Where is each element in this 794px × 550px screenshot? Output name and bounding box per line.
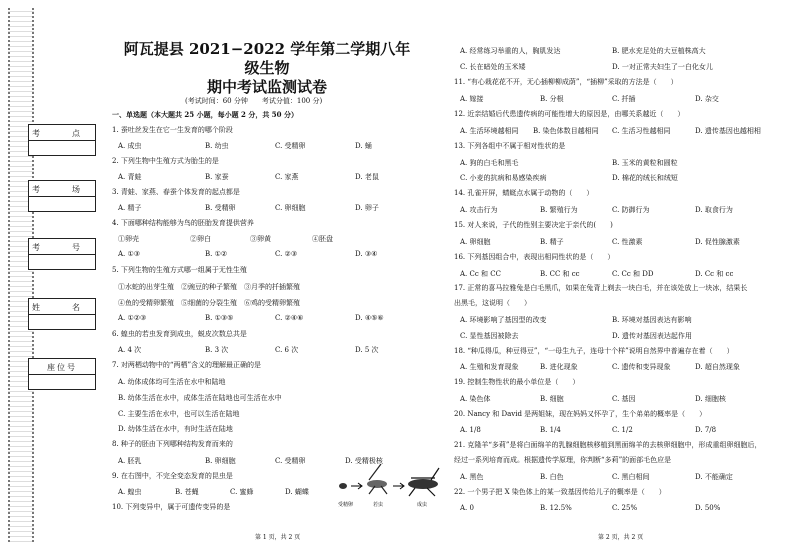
q20-option-c[interactable]: C. 1/2 xyxy=(612,426,633,434)
q10-option-b[interactable]: B. 肥水充足处的大豆植株高大 xyxy=(612,47,706,55)
q15-option-d[interactable]: D. 促性腺激素 xyxy=(695,238,740,246)
question-20: 20. Nancy 和 David 是两姐妹，现在妈妈又怀孕了，生个弟弟的概率是（ ） xyxy=(454,410,707,418)
question-11: 11. “有心栽花花不开，无心插柳柳成荫”，“插柳”采取的方法是（ ） xyxy=(454,78,678,86)
q15-option-a[interactable]: A. 卵细胞 xyxy=(460,238,491,246)
q5-option-b[interactable]: B. ①③⑤ xyxy=(205,314,234,322)
q5-option-c[interactable]: C. ②④⑥ xyxy=(275,314,304,322)
q16-option-a[interactable]: A. Cc 和 CC xyxy=(460,270,501,278)
arrow-icon xyxy=(393,483,404,489)
q19-option-a[interactable]: A. 染色体 xyxy=(460,395,491,403)
question-13: 13. 下列各组中不属于相对性状的是 xyxy=(454,142,566,150)
q11-option-a[interactable]: A. 嫁接 xyxy=(460,95,484,103)
info-box-name xyxy=(28,298,96,330)
q14-option-b[interactable]: B. 繁殖行为 xyxy=(540,206,578,214)
q12-option-d[interactable]: D. 遗传基因也越相相 xyxy=(695,127,761,135)
q12-option-a[interactable]: A. 生活环境越相同 xyxy=(460,127,519,135)
arrow-icon xyxy=(351,483,362,489)
info-label-exam-number: 考 号 xyxy=(29,239,95,255)
question-18: 18. “种瓜得瓜，种豆得豆”，“一母生九子，连母十个样”说明自然界中普遍存在着（ ） xyxy=(454,347,734,355)
q7-option-c[interactable]: C. 主要生活在水中，也可以生活在陆地 xyxy=(118,410,240,418)
q15-option-b[interactable]: B. 精子 xyxy=(540,238,564,246)
q13-option-c[interactable]: C. 小麦的抗病和易感染疾病 xyxy=(460,174,547,182)
q14-option-a[interactable]: A. 攻击行为 xyxy=(460,206,498,214)
exam-title xyxy=(122,40,412,97)
info-box-exam-number xyxy=(28,238,96,270)
q5-sub-line1: ①水蛇的出芽生殖 ②豌豆的种子繁殖 ③月季的扦插繁殖 xyxy=(118,283,300,291)
figure-label-adult: 成虫 xyxy=(417,502,428,508)
figure-label-nymph: 若虫 xyxy=(373,502,384,508)
q15-option-c[interactable]: C. 性激素 xyxy=(612,238,643,246)
q18-option-a[interactable]: A. 生殖和发育现象 xyxy=(460,363,519,371)
figure-label-egg: 受精卵 xyxy=(338,502,354,508)
q9-option-d[interactable]: D. 蝴蝶 xyxy=(285,488,309,496)
question-17-line2: 出黑毛，这说明（ ） xyxy=(454,299,531,307)
q4-sub-1: ①卵壳 xyxy=(118,235,139,243)
info-label-exam-site: 考 点 xyxy=(29,125,95,141)
q22-option-b[interactable]: B. 12.5% xyxy=(540,504,572,512)
q13-option-a[interactable]: A. 狗的白毛和黑毛 xyxy=(460,159,519,167)
q3-option-c[interactable]: C. 卵细胞 xyxy=(275,204,306,212)
question-21-line1: 21. 克隆羊“多莉”是将白面绵羊的乳腺细胞核移植到黑面绵羊的去核卵细胞中，形成重组卵细胞后， xyxy=(454,441,762,449)
q5-option-d[interactable]: D. ④⑤⑥ xyxy=(355,314,384,322)
q14-option-c[interactable]: C. 防御行为 xyxy=(612,206,650,214)
q1-option-d[interactable]: D. 蛹 xyxy=(355,142,372,150)
info-box-exam-room xyxy=(28,180,96,212)
q21-option-a[interactable]: A. 黑色 xyxy=(460,473,484,481)
q6-option-c[interactable]: C. 6 次 xyxy=(275,346,299,354)
q20-option-b[interactable]: B. 1/4 xyxy=(540,426,561,434)
q5-sub-line2: ④鱼的受精卵繁殖 ⑤细菌的分裂生殖 ⑥鸡的受精卵繁殖 xyxy=(118,299,300,307)
q2-option-c[interactable]: C. 家燕 xyxy=(275,173,299,181)
q9-option-b[interactable]: B. 苍蝇 xyxy=(175,488,199,496)
q4-sub-3: ③卵黄 xyxy=(250,235,271,243)
question-14: 14. 孔雀开屏，蜻蜓点水属于动物的（ ） xyxy=(454,189,594,197)
question-2: 2. 下列生物中生殖方式为胎生的是 xyxy=(112,157,219,165)
exam-title-line2: 期中考试监测试卷 xyxy=(206,78,327,96)
info-label-seat: 座位号 xyxy=(29,359,95,375)
q2-option-d[interactable]: D. 老鼠 xyxy=(355,173,379,181)
adult-grasshopper-icon xyxy=(408,468,439,496)
q2-option-b[interactable]: B. 家蚕 xyxy=(205,173,229,181)
q1-option-a[interactable]: A. 成虫 xyxy=(118,142,142,150)
q8-option-b[interactable]: B. 卵细胞 xyxy=(205,457,236,465)
q10-option-c[interactable]: C. 长在暗处的玉米矮 xyxy=(460,63,526,71)
question-22: 22. 一个男子把 X 染色体上的某一致基因传给儿子的概率是（ ） xyxy=(454,488,666,496)
q2-option-a[interactable]: A. 青蛙 xyxy=(118,173,142,181)
question-8: 8. 种子的胚由下列哪种结构发育而来的 xyxy=(112,440,233,448)
q5-option-a[interactable]: A. ①②③ xyxy=(118,314,147,322)
q3-option-b[interactable]: B. 受精卵 xyxy=(205,204,236,212)
question-6: 6. 蝗虫的若虫发育到成虫，蜕皮次数总共是 xyxy=(112,330,247,338)
q11-option-b[interactable]: B. 分根 xyxy=(540,95,564,103)
q16-option-b[interactable]: B. CC 和 cc xyxy=(540,270,580,278)
q21-option-b[interactable]: B. 白色 xyxy=(540,473,564,481)
egg-icon xyxy=(339,483,347,489)
q4-sub-2: ②卵白 xyxy=(190,235,211,243)
question-17-line1: 17. 正常的喜马拉雅兔是白毛黑爪，如果在兔背上剃去一块白毛，并在该处放上一块冰，结果长 xyxy=(454,284,748,292)
q17-option-b[interactable]: B. 环境对基因表达有影响 xyxy=(612,316,692,324)
q10-option-a[interactable]: A. 经常练习举重的人，胸肌发达 xyxy=(460,47,561,55)
q4-sub-4: ④胚盘 xyxy=(312,235,333,243)
q11-option-d[interactable]: D. 杂交 xyxy=(695,95,719,103)
q22-option-a[interactable]: A. 0 xyxy=(460,504,474,512)
q19-option-b[interactable]: B. 细胞 xyxy=(540,395,564,403)
q4-option-a[interactable]: A. ①③ xyxy=(118,250,141,258)
info-box-exam-site xyxy=(28,124,96,156)
question-3: 3. 青蛙、家燕、春蚕个体发育的起点都是 xyxy=(112,188,240,196)
q3-option-d[interactable]: D. 卵子 xyxy=(355,204,379,212)
nymph-icon xyxy=(367,464,387,494)
q16-option-d[interactable]: D. Cc 和 cc xyxy=(695,270,734,278)
page-footer-1: 第 1 页，共 2 页 xyxy=(255,534,301,541)
question-12: 12. 近亲结婚后代患遗传病的可能性增大的原因是，由哪关系越近（ ） xyxy=(454,110,685,118)
page-footer-2: 第 2 页，共 2 页 xyxy=(598,534,644,541)
question-4: 4. 下面哪种结构能够为鸟的胚胎发育提供营养 xyxy=(112,219,254,227)
q21-option-c[interactable]: C. 黑白相间 xyxy=(612,473,650,481)
question-10: 10. 下列变异中，属于可遗传变异的是 xyxy=(112,503,231,511)
info-blank-exam-room[interactable] xyxy=(29,197,95,211)
info-box-seat xyxy=(28,358,96,390)
question-15: 15. 对人来说，子代的性别主要决定于亲代的( ) xyxy=(454,221,613,229)
q21-option-d[interactable]: D. 不能确定 xyxy=(695,473,733,481)
q12-option-c[interactable]: C. 生活习性越相同 xyxy=(612,127,671,135)
binding-margin xyxy=(8,8,34,542)
q19-option-d[interactable]: D. 细胞核 xyxy=(695,395,726,403)
q7-option-d[interactable]: D. 幼体生活在水中，有时生活在陆地 xyxy=(118,425,233,433)
section-heading: 一、单选题（本大题共 25 小题，每小题 2 分，共 50 分） xyxy=(112,110,298,119)
q8-option-d[interactable]: D. 受精极核 xyxy=(345,457,383,465)
question-7: 7. 对两栖动物中的“两栖”含义的理解最正确的是 xyxy=(112,361,262,369)
q18-option-d[interactable]: D. 超自然现象 xyxy=(695,363,740,371)
q9-option-a[interactable]: A. 蝗虫 xyxy=(118,488,142,496)
grasshopper-development-figure xyxy=(335,460,445,510)
info-blank-seat[interactable] xyxy=(29,375,95,389)
q17-option-a[interactable]: A. 环境影响了基因型的改变 xyxy=(460,316,547,324)
q7-option-b[interactable]: B. 幼体生活在水中，成体生活在陆地也可生活在水中 xyxy=(118,394,282,402)
q7-option-a[interactable]: A. 幼体成体均可生活在水中和陆地 xyxy=(118,378,226,386)
question-9: 9. 在右图中，不完全变态发育的昆虫是 xyxy=(112,472,233,480)
q16-option-c[interactable]: C. Cc 和 DD xyxy=(612,270,654,278)
q8-option-a[interactable]: A. 胚乳 xyxy=(118,457,142,465)
q22-option-d[interactable]: D. 50% xyxy=(695,504,721,512)
info-blank-exam-number[interactable] xyxy=(29,255,95,269)
question-1: 1. 蚕吐丝发生在它一生发育的哪个阶段 xyxy=(112,126,233,134)
q14-option-d[interactable]: D. 取食行为 xyxy=(695,206,733,214)
q11-option-c[interactable]: C. 扦插 xyxy=(612,95,636,103)
info-blank-exam-site[interactable] xyxy=(29,141,95,155)
q10-option-d[interactable]: D. 一对正常夫妇生了一白化女儿 xyxy=(612,63,713,71)
q19-option-c[interactable]: C. 基因 xyxy=(612,395,636,403)
exam-meta: (考试时间：60 分钟 考试分值：100 分) xyxy=(185,97,323,105)
q4-option-c[interactable]: C. ②③ xyxy=(275,250,298,258)
q22-option-c[interactable]: C. 25% xyxy=(612,504,638,512)
q12-option-b[interactable]: B. 染色体数目越相同 xyxy=(533,127,599,135)
question-19: 19. 控制生物性状的最小单位是（ ） xyxy=(454,378,580,386)
q17-option-c[interactable]: C. 显性基因被除去 xyxy=(460,332,519,340)
q17-option-d[interactable]: D. 遗传对基因表达起作用 xyxy=(612,332,692,340)
q13-option-d[interactable]: D. 棉花的绒长和绒短 xyxy=(612,174,678,182)
q6-option-d[interactable]: D. 5 次 xyxy=(355,346,379,354)
question-21-line2: 经过一系列培育而成。根据遗传学原理，你判断“多莉”的面部毛色应是 xyxy=(454,456,672,464)
info-blank-name[interactable] xyxy=(29,315,95,329)
q18-option-b[interactable]: B. 进化现象 xyxy=(540,363,578,371)
q3-option-a[interactable]: A. 精子 xyxy=(118,204,142,212)
q1-option-c[interactable]: C. 受精卵 xyxy=(275,142,306,150)
q4-option-d[interactable]: D. ③④ xyxy=(355,250,378,258)
q4-option-b[interactable]: B. ①② xyxy=(205,250,228,258)
question-5: 5. 下列生物的生殖方式哪一组属于无性生殖 xyxy=(112,266,247,274)
q6-option-a[interactable]: A. 4 次 xyxy=(118,346,142,354)
q9-option-c[interactable]: C. 蜜蜂 xyxy=(230,488,254,496)
q20-option-d[interactable]: D. 7/8 xyxy=(695,426,717,434)
q20-option-a[interactable]: A. 1/8 xyxy=(460,426,481,434)
info-label-name: 姓 名 xyxy=(29,299,95,315)
info-label-exam-room: 考 场 xyxy=(29,181,95,197)
q6-option-b[interactable]: B. 3 次 xyxy=(205,346,229,354)
exam-title-line1: 阿瓦提县 2021−2022 学年第二学期八年级生物 xyxy=(123,40,411,77)
q1-option-b[interactable]: B. 幼虫 xyxy=(205,142,229,150)
q8-option-c[interactable]: C. 受精卵 xyxy=(275,457,306,465)
question-16: 16. 下列基因组合中，表现出相同性状的是（ ） xyxy=(454,253,615,261)
q13-option-b[interactable]: B. 玉米的黄粒和圆粒 xyxy=(612,159,678,167)
q18-option-c[interactable]: C. 遗传和变异现象 xyxy=(612,363,671,371)
